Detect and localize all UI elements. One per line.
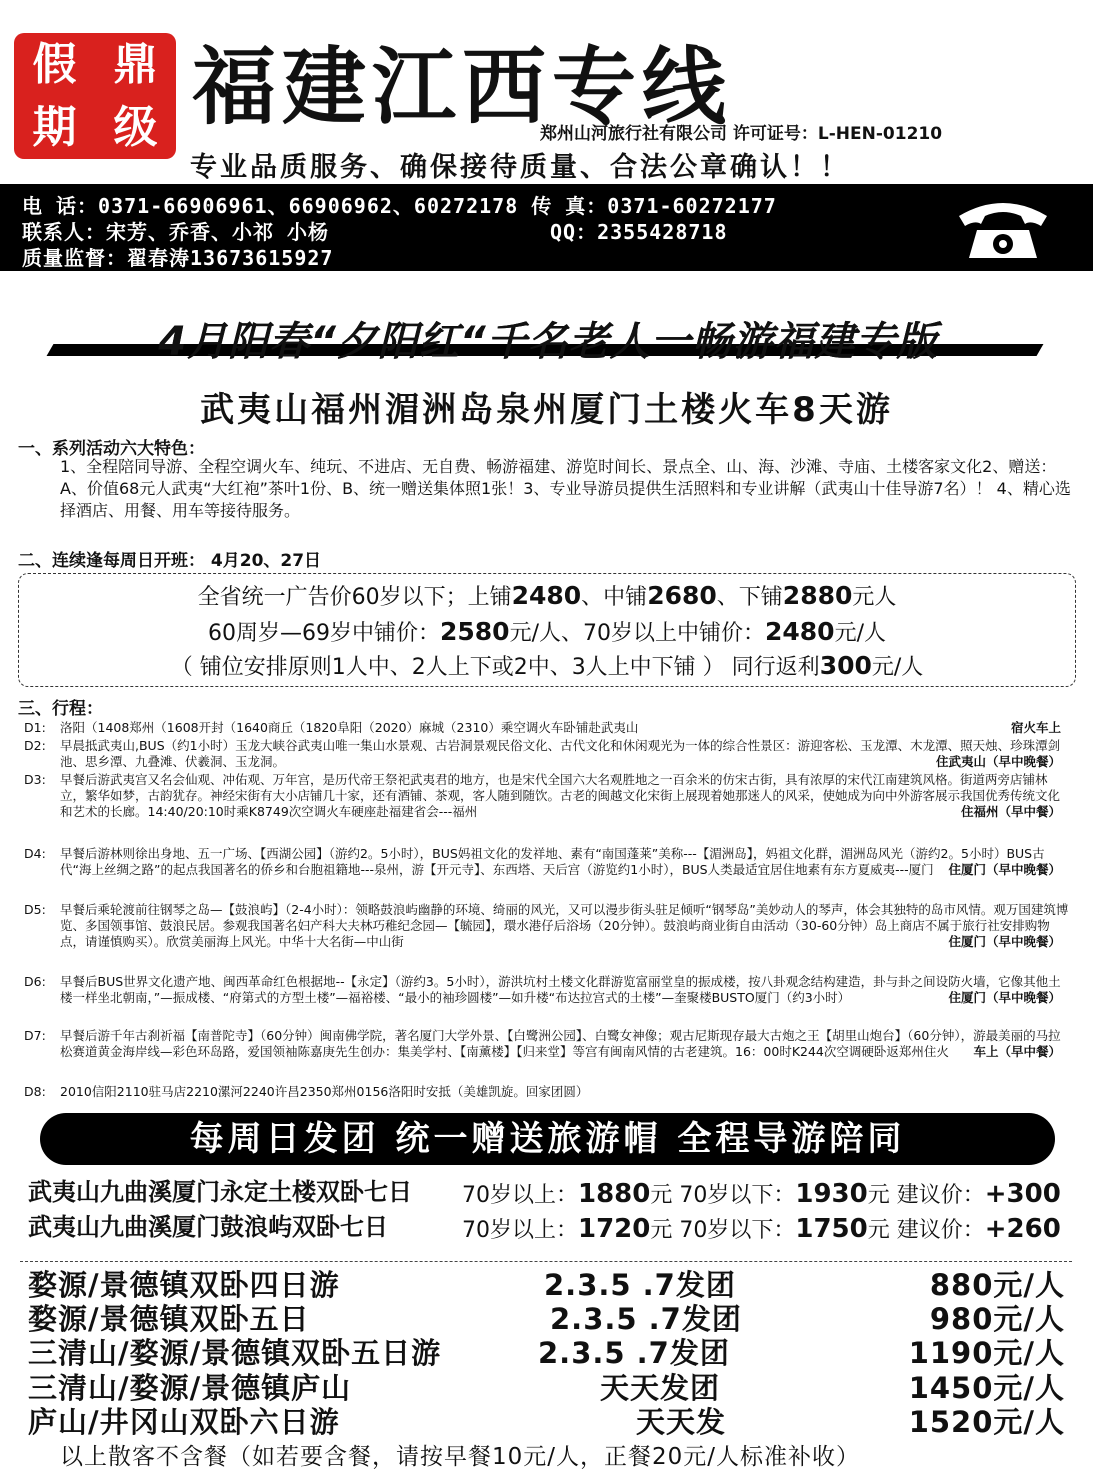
tour-row: 婺源/景德镇双卧五日 2.3.5 .7发团 980元/人	[28, 1302, 1065, 1336]
itinerary-day: D4: 早餐后游林则徐出身地、五一广场、【西湖公园】（游约2。5小时），BUS妈祖文化的发祥地、素有“南国蓬莱”美称---【湄洲岛】，妈祖文化群，湄洲岛风光（游约2。5小时）BUS古代“海上丝绸之路”的起点我国著名的侨乡和台胞祖籍地---泉州，游【开元寺】、东西塔、天后宫（游览约1小时），BUS人类最适宜居住地素有东方夏威夷---厦门 住厦门（早中晚餐）	[24, 846, 1061, 877]
price-line-1: 全省统一广告价60岁以下；上铺2480、中铺2680、下铺2880元人	[197, 581, 897, 610]
tour-row: 婺源/景德镇双卧四日游 2.3.5 .7发团 880元/人	[28, 1268, 1065, 1302]
telephone-icon	[953, 194, 1053, 262]
phone-fax-line: 电 话：0371-66906961、66906962、60272178 传 真：0371-60272177	[22, 194, 777, 218]
price-line-2: 60周岁—69岁中铺价：2580元/人、70岁以上中铺价：2480元/人	[207, 617, 887, 646]
itinerary-day: D7: 早餐后游千年古刹祈福【南普陀寺】（60分钟）闽南佛学院，著名厦门大学外景、【白鹭洲公园】、白鹭女神像；观古尼斯现存最大古炮之王【胡里山炮台】（60分钟），游最美丽的马拉松赛道黄金海岸线—彩色环岛路，爱国领袖陈嘉庚先生创办：集美学村、【南薰楼】【归来堂】等宫有闽南风情的古老建筑。16：00时K244次空调硬卧返郑州住火 车上（早中餐）	[24, 1028, 1061, 1059]
slogan: 专业品质服务、确保接待质量、合法公章确认！！	[190, 152, 850, 183]
quality-supervisor-line: 质量监督：翟春涛13673615927	[22, 246, 334, 270]
promo-banner: 4月阳春“夕阳红“千名老人一畅游福建专版	[158, 319, 938, 365]
itinerary-heading: 三、行程：	[18, 699, 103, 719]
qq-line: QQ：2355428718	[550, 220, 728, 244]
itinerary-day: D5: 早餐后乘轮渡前往钢琴之岛—【鼓浪屿】（2-4小时）：领略鼓浪屿幽静的环境、绮丽的风光，又可以漫步街头驻足倾听“钢琴岛”美妙动人的琴声，体会其独特的岛市风情。观万国建筑博览、多国领事馆、鼓浪民居。参观我国著名妇产科大夫林巧稚纪念园—【毓园】，環水港仔后浴场（20分钟）。鼓浪屿商业街自由活动（30-60分钟）岛上商店不属于旅行社安排购物点，请谨慎购买）。欣赏美丽海上风光。中华十大名街—中山街 住厦门（早中晚餐）	[24, 902, 1069, 949]
logo-char: 假	[32, 38, 77, 90]
route-name: 武夷山九曲溪厦门鼓浪屿双卧七日	[28, 1213, 388, 1241]
price-line-3: （ 铺位安排原则1人中、2人上下或2中、3人上中下铺 ） 同行返利300元/人	[170, 651, 924, 680]
logo-char: 鼎	[113, 38, 158, 90]
weekly-departure-banner: 每周日发团 统一赠送旅游帽 全程导游陪同	[40, 1113, 1055, 1165]
contacts-line: 联系人：宋芳、乔香、小祁 小杨	[22, 220, 330, 244]
route-prices: 70岁以上：1880元 70岁以下：1930元 建议价：+300	[462, 1179, 1061, 1209]
pricing-box	[18, 573, 1076, 687]
logo-char: 期	[32, 101, 77, 153]
tour-row: 三清山/婺源/景德镇双卧五日游 2.3.5 .7发团 1190元/人	[28, 1336, 1065, 1370]
itinerary-day: D8: 2010信阳2110驻马店2210漯河2240许昌2350郑州0156洛阳时安抵（美雄凯旋。回家团圆）	[24, 1084, 589, 1099]
company-license: 郑州山河旅行社有限公司 许可证号：L-HEN-01210	[540, 124, 943, 144]
tour-row: 庐山/井冈山双卧六日游 天天发 1520元/人	[28, 1405, 1065, 1439]
itinerary-day: D2: 早晨抵武夷山,BUS（约1小时）玉龙大峡谷武夷山唯一集山水景观、古岩洞景观民俗文化、古代文化和休闲观光为一体的综合性景区：游迎客松、玉龙潭、木龙潭、照天烛、珍珠潭剑池、思乡潭、九叠滩、伏羲洞、玉龙洞。 住武夷山（早中晚餐）	[24, 738, 1061, 769]
contact-bar	[0, 184, 1093, 271]
meal-note: 以上散客不含餐（如若要含餐，请按早餐10元/人，正餐20元/人标准补收）	[60, 1444, 861, 1470]
itinerary-day: D6: 早餐后BUS世界文化遗产地、闽西革命红色根据地--【永定】（游约3。5小时），游洪坑村土楼文化群游览富丽堂皇的振成楼，按八卦观念结构建造，卦与卦之间设防火墙，它像其他土楼一样坐北朝南，”—振成楼、“府第式的方型土楼”—福裕楼、“最小的袖珍圆楼”—如升楼“布达拉宫式的土楼”—奎聚楼BUSTO厦门（约3小时） 住厦门（早中晚餐）	[24, 974, 1061, 1005]
brand-logo	[14, 33, 176, 159]
itinerary-day: D3: 早餐后游武夷宫又名会仙观、冲佑观、万年宫，是历代帝王祭祀武夷君的地方，也是宋代全国六大名观胜地之一百余米的仿宋古街，具有浓厚的宋代江南建筑风格。街道两旁店铺林立，繁华如梦，古韵犹存。神经宋街有大小店铺几十家，还有酒铺、茶观，客人随到随饮。古老的闽越文化宋街上展现着她那迷人的风采，使她成为向中外游客展示我国优秀传统文化和艺术的长廊。14:40/20:10时乘K8749次空调火车硬座赴福建省会---福州 住福州（早中餐）	[24, 772, 1061, 819]
departure-heading: 二、连续逢每周日开班： 4月20、27日	[18, 551, 322, 571]
page-title: 福建江西专线	[192, 37, 733, 136]
tour-row: 三清山/婺源/景德镇庐山 天天发团 1450元/人	[28, 1371, 1065, 1405]
route-prices: 70岁以上：1720元 70岁以下：1750元 建议价：+260	[462, 1214, 1061, 1244]
itinerary-day: D1: 洛阳（1408郑州（1608开封（1640商丘（1820阜阳（2020）麻城（2310）乘空调火车卧铺赴武夷山 宿火车上	[24, 720, 1061, 735]
tour-subtitle: 武夷山福州湄洲岛泉州厦门土楼火车8天游	[200, 390, 893, 430]
divider	[20, 1261, 1072, 1262]
route-name: 武夷山九曲溪厦门永定土楼双卧七日	[28, 1178, 412, 1206]
logo-char: 级	[113, 101, 158, 153]
features-text: 1、全程陪同导游、全程空调火车、纯玩、不进店、无自费、畅游福建、游览时间长、景点全、山、海、沙滩、寺庙、土楼客家文化2、赠送：A、价值68元人武夷“大红袍”茶叶1份、B、统一赠送集体照1张！3、专业导游员提供生活照料和专业讲解（武夷山十佳导游7名）！ 4、精心选择酒店、用餐、用车等接待服务。	[60, 457, 1071, 520]
features-heading: 一、系列活动六大特色：	[18, 439, 205, 459]
